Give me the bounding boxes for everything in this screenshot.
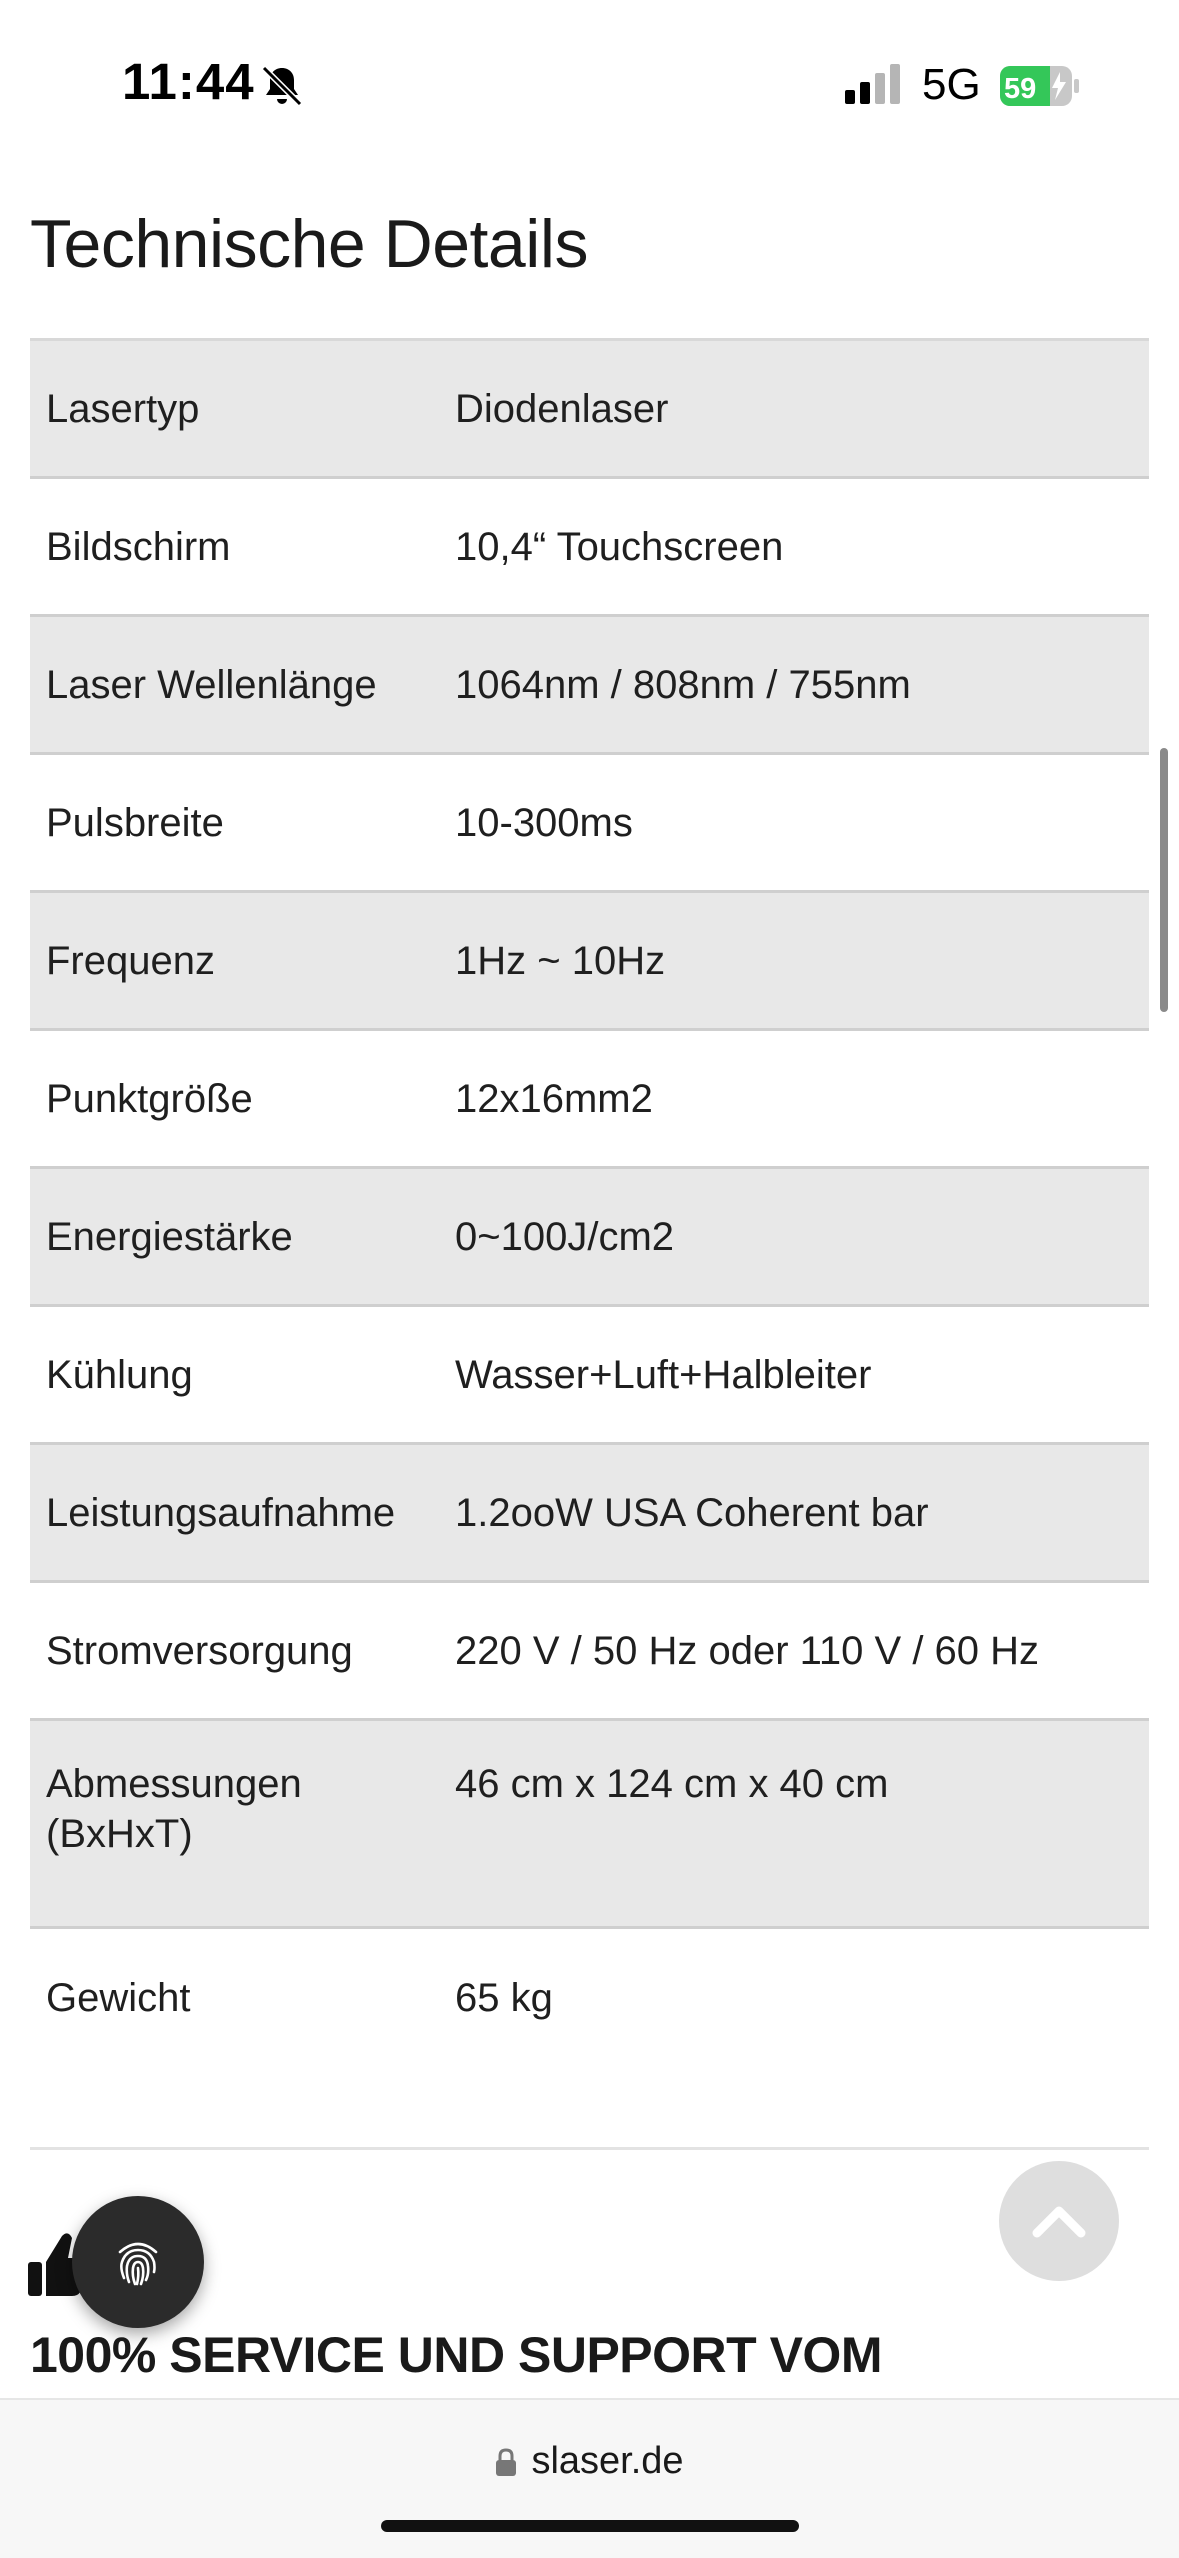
spec-value: Wasser+Luft+Halbleiter: [455, 1352, 872, 1397]
section-heading: 100% SERVICE UND SUPPORT VOM: [30, 2327, 882, 2383]
spec-label: Punktgröße: [46, 1076, 253, 1121]
table-row: [30, 1929, 1149, 2067]
cellular-signal-icon: [845, 62, 905, 106]
spec-value: 10-300ms: [455, 800, 633, 845]
table-row: [30, 1583, 1149, 1721]
spec-label: Stromversorgung: [46, 1628, 353, 1673]
home-indicator: [381, 2520, 799, 2532]
table-row: [30, 1031, 1149, 1169]
spec-label: Energiestärke: [46, 1214, 293, 1259]
status-bar: [0, 0, 1179, 150]
bell-muted-icon: [258, 62, 306, 110]
lock-icon: [495, 2447, 517, 2477]
spec-label: Bildschirm: [46, 524, 231, 569]
spec-label: Lasertyp: [46, 386, 200, 431]
table-row: [30, 755, 1149, 893]
spec-value: 12x16mm2: [455, 1076, 653, 1121]
spec-value: 1.2ooW USA Coherent bar: [455, 1490, 929, 1535]
section-divider: [30, 2147, 1149, 2150]
spec-label: Leistungsaufnahme: [46, 1490, 396, 1535]
spec-label: Kühlung: [46, 1352, 193, 1397]
status-time: 11:44: [122, 53, 255, 110]
spec-value: 65 kg: [455, 1976, 553, 2020]
battery-level: 59: [1004, 73, 1037, 105]
spec-value: 0~100J/cm2: [455, 1214, 675, 1259]
chevron-up-icon: [1029, 2201, 1089, 2241]
spec-value: 46 cm x 124 cm x 40 cm: [455, 1762, 889, 1806]
table-row: [30, 1307, 1149, 1445]
table-row: [30, 1721, 1149, 1929]
spec-value: Diodenlaser: [455, 386, 669, 431]
spec-label: Frequenz: [46, 938, 215, 983]
battery-icon: [1000, 64, 1080, 108]
table-row: [30, 341, 1149, 479]
table-row: [30, 893, 1149, 1031]
spec-label: Laser Wellenlänge: [46, 662, 377, 707]
table-row: [30, 1445, 1149, 1583]
fingerprint-button[interactable]: [72, 2196, 204, 2328]
spec-table: [30, 338, 1149, 2067]
spec-label: Abmessungen (BxHxT): [46, 1762, 302, 1856]
table-row: [30, 617, 1149, 755]
spec-value: 1064nm / 808nm / 755nm: [455, 662, 911, 707]
network-type: 5G: [922, 60, 981, 109]
table-row: [30, 479, 1149, 617]
browser-url-bar[interactable]: [0, 2398, 1179, 2558]
fingerprint-icon: [108, 2232, 168, 2292]
spec-value: 220 V / 50 Hz oder 110 V / 60 Hz: [455, 1628, 1040, 1673]
scrollbar[interactable]: [1160, 748, 1168, 1012]
spec-value: 1Hz ~ 10Hz: [455, 938, 666, 983]
scroll-to-top-button[interactable]: [999, 2161, 1119, 2281]
spec-label: Gewicht: [46, 1976, 191, 2020]
url-text[interactable]: slaser.de: [531, 2440, 684, 2482]
table-row: [30, 1169, 1149, 1307]
spec-label: Pulsbreite: [46, 800, 224, 845]
page-title: Technische Details: [30, 206, 588, 282]
spec-value: 10,4“ Touchscreen: [455, 524, 784, 569]
